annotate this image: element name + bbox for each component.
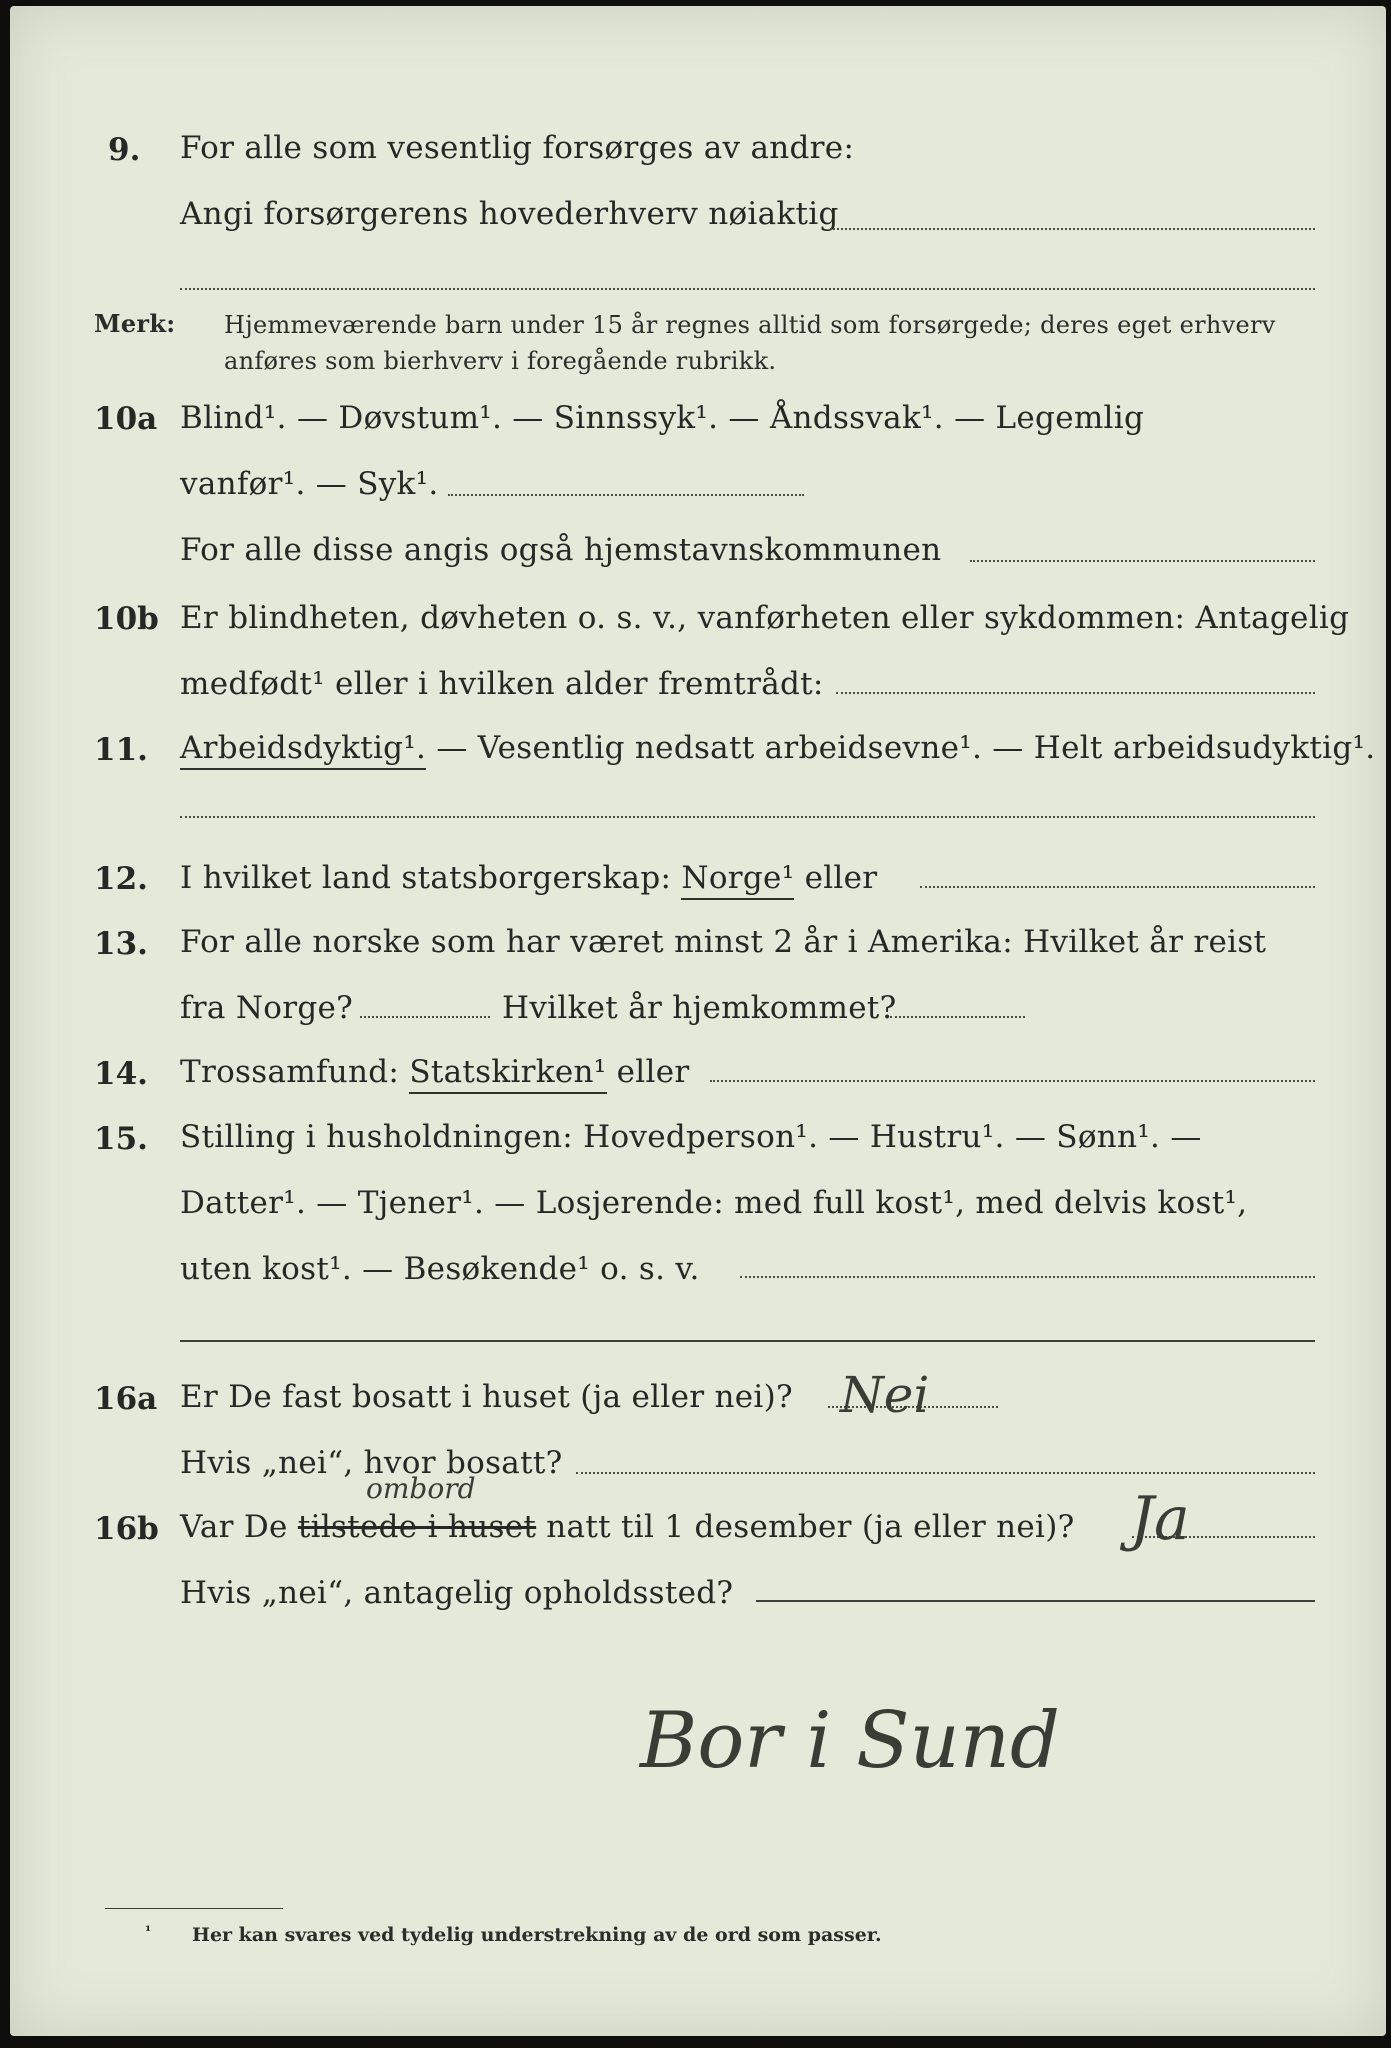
q10a-sick-answer-line[interactable] xyxy=(448,494,804,496)
q16b-struck-text: tilstede i huset xyxy=(297,1509,537,1545)
merk-line1: Hjemmeværende barn under 15 år regnes alltid som forsørgede; deres eget erhverv xyxy=(224,311,1276,339)
q12-number: 12. xyxy=(94,861,148,897)
q14-option-statskirken: Statskirken¹ xyxy=(409,1054,606,1094)
q13-line2a: fra Norge? xyxy=(180,990,354,1026)
q10b-answer-line[interactable] xyxy=(836,692,1315,694)
q10b-number: 10b xyxy=(94,601,159,637)
q11-number: 11. xyxy=(94,732,148,768)
q16b-pre: Var De xyxy=(180,1509,298,1545)
q13-year-returned-line[interactable] xyxy=(890,1016,1025,1018)
q14-pre: Trossamfund: xyxy=(180,1054,410,1090)
q15-answer-line[interactable] xyxy=(740,1276,1315,1278)
q9-line1: For alle som vesentlig forsørges av andre: xyxy=(180,130,855,166)
q9-line2: Angi forsørgerens hovederhverv nøiaktig xyxy=(180,196,839,232)
merk-label: Merk: xyxy=(94,309,176,338)
q11-extra-line[interactable] xyxy=(180,816,1315,818)
q11-text xyxy=(180,730,1375,766)
q12-answer-line[interactable] xyxy=(920,886,1315,888)
q16b-handwritten-insert: ombord xyxy=(366,1472,476,1505)
footnote-text: Her kan svares ved tydelig understrekning av de ord som passer. xyxy=(192,1924,882,1946)
q11-rest: — Vesentlig nedsatt arbeidsevne¹. — Helt arbeidsudyktig¹. xyxy=(426,730,1376,766)
q10a-line3: For alle disse angis også hjemstavnskommunen xyxy=(180,532,942,568)
q10a-number: 10a xyxy=(94,401,158,437)
footnote-rule xyxy=(105,1908,283,1909)
q13-number: 13. xyxy=(94,926,148,962)
q14-text xyxy=(180,1054,690,1090)
q9-answer-line[interactable] xyxy=(830,228,1315,230)
q16a-line1: Er De fast bosatt i huset (ja eller nei)? xyxy=(180,1379,793,1415)
q9-extra-line[interactable] xyxy=(180,288,1315,290)
q15-line1: Stilling i husholdningen: Hovedperson¹. — Hustru¹. — Sønn¹. — xyxy=(180,1119,1202,1155)
q10b-line1: Er blindheten, døvheten o. s. v., vanførheten eller sykdommen: Antagelig xyxy=(180,600,1350,636)
q15-line2: Datter¹. — Tjener¹. — Losjerende: med full kost¹, med delvis kost¹, xyxy=(180,1185,1248,1221)
q13-year-left-line[interactable] xyxy=(360,1016,490,1018)
q16b-handwritten-answer: Ja xyxy=(1130,1484,1190,1554)
q9-number: 9. xyxy=(108,132,141,168)
q15-extra-line[interactable] xyxy=(180,1340,1315,1342)
q13-line2b: Hvilket år hjemkommet? xyxy=(502,990,897,1026)
q16a-line2: Hvis „nei“, hvor bosatt? xyxy=(180,1445,563,1481)
q16b-stay-line[interactable] xyxy=(756,1600,1315,1602)
q16b-post: natt til 1 desember (ja eller nei)? xyxy=(536,1509,1075,1545)
q12-pre: I hvilket land statsborgerskap: xyxy=(180,860,682,896)
q16a-residence-line[interactable] xyxy=(576,1472,1315,1474)
footnote-mark: ¹ xyxy=(145,1924,152,1940)
q12-text xyxy=(180,860,877,896)
q15-number: 15. xyxy=(94,1121,148,1157)
q12-option-norge: Norge¹ xyxy=(681,860,794,900)
q15-line3: uten kost¹. — Besøkende¹ o. s. v. xyxy=(180,1251,700,1287)
census-form-page xyxy=(10,6,1386,2036)
q16a-number: 16a xyxy=(94,1381,158,1417)
q10a-line1: Blind¹. — Døvstum¹. — Sinnssyk¹. — Åndssvak¹. — Legemlig xyxy=(180,400,1145,436)
q13-line1: For alle norske som har været minst 2 år i Amerika: Hvilket år reist xyxy=(180,924,1267,960)
q14-answer-line[interactable] xyxy=(710,1080,1315,1082)
q14-number: 14. xyxy=(94,1056,148,1092)
q11-option-arbeidsdyktig: Arbeidsdyktig¹. xyxy=(180,730,426,770)
q16b-line1 xyxy=(180,1509,1075,1545)
q10b-line2: medfødt¹ eller i hvilken alder fremtrådt: xyxy=(180,666,824,702)
q10a-line2: vanfør¹. — Syk¹. xyxy=(180,466,439,502)
q10a-municipality-line[interactable] xyxy=(970,560,1315,562)
q16b-line2: Hvis „nei“, antagelig opholdssted? xyxy=(180,1575,734,1611)
q14-post: eller xyxy=(606,1054,690,1090)
merk-line2: anføres som bierhverv i foregående rubrikk. xyxy=(224,347,777,375)
q16b-number: 16b xyxy=(94,1511,159,1547)
q12-post: eller xyxy=(794,860,878,896)
q16a-handwritten-answer: Nei xyxy=(840,1366,930,1424)
handwritten-note: Bor i Sund xyxy=(640,1696,1060,1786)
